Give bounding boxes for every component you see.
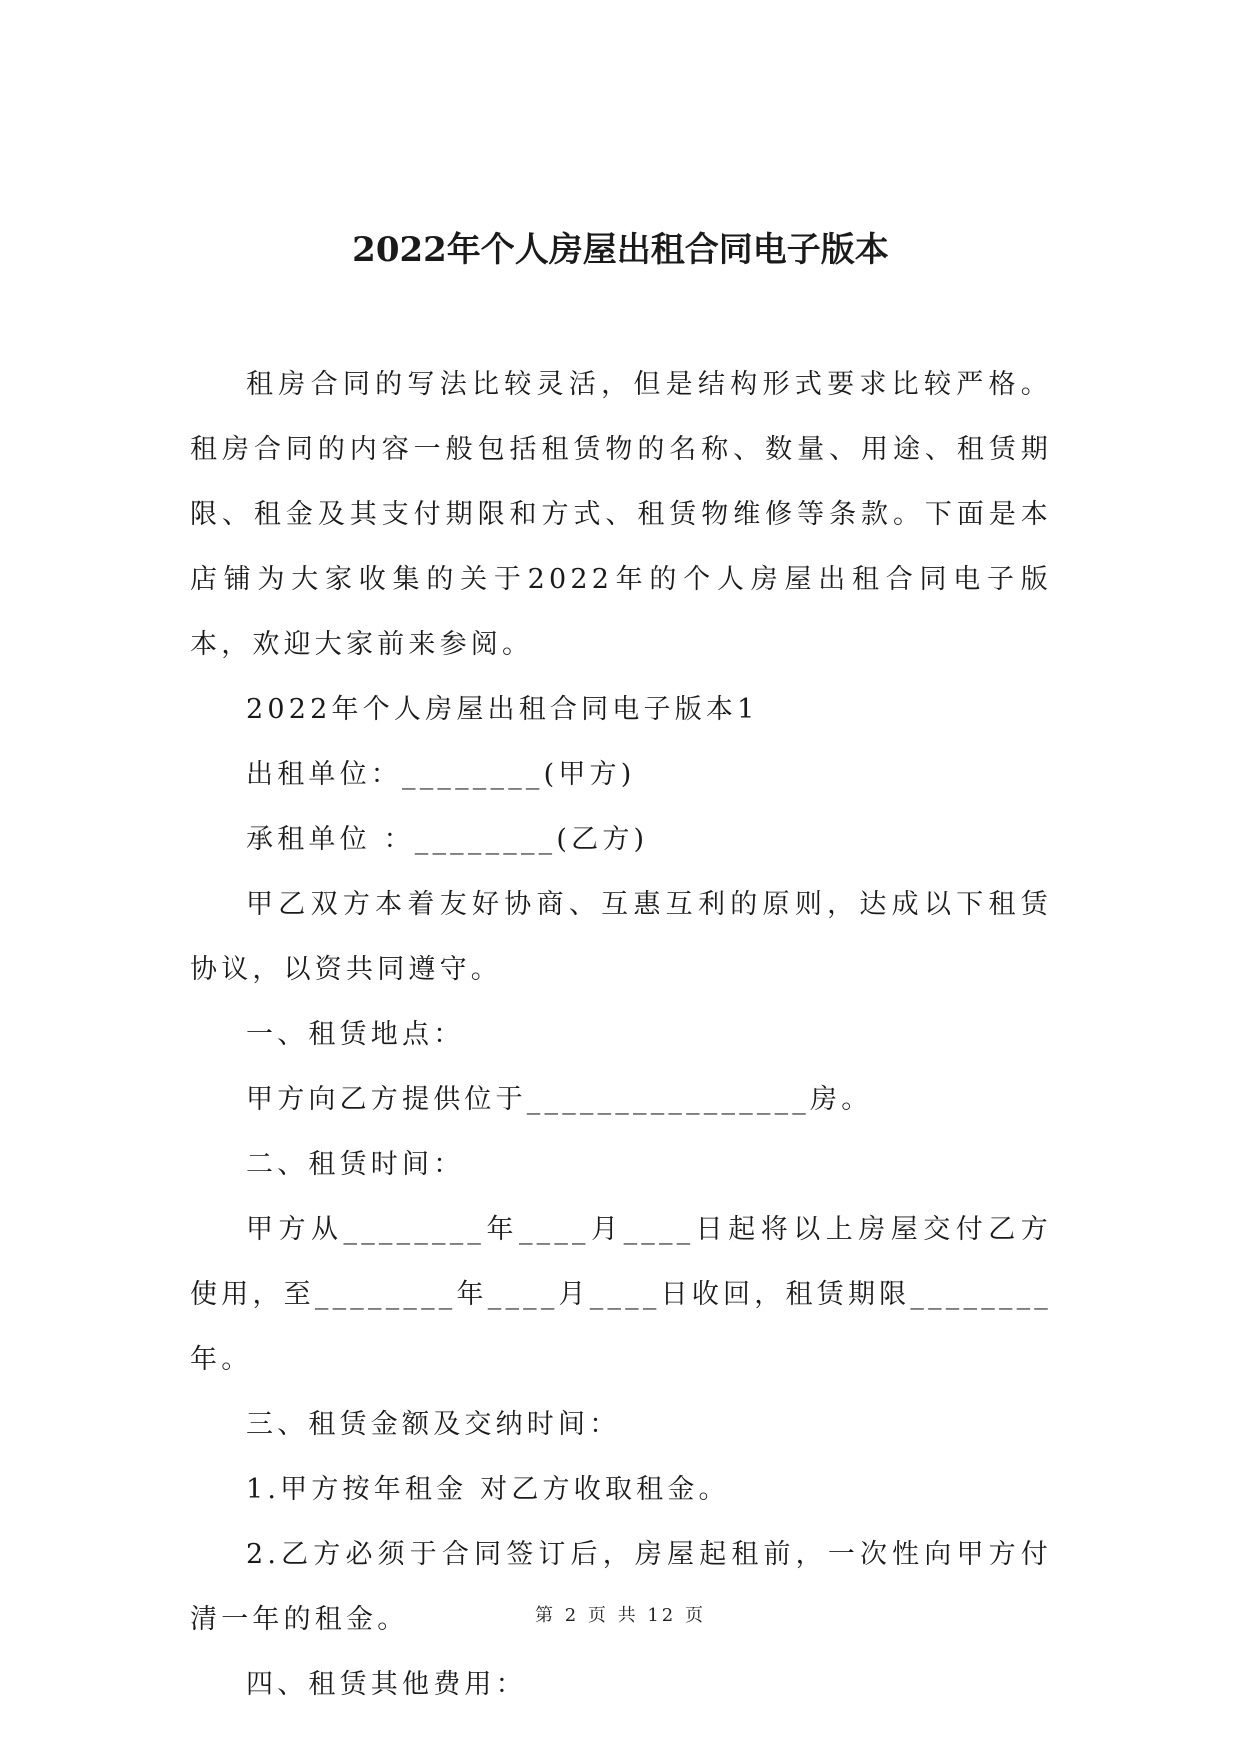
- page-number-footer: 第 2 页 共 12 页: [535, 1605, 706, 1626]
- paragraph-clause-4-heading: 四、租赁其他费用：: [246, 1669, 527, 1700]
- paragraph-clause-1-body: 甲方向乙方提供位于________________房。: [246, 1084, 873, 1115]
- paragraph-clause-3-item-1: 1.甲方按年租金 对乙方收取租金。: [246, 1474, 730, 1505]
- paragraph-clause-2-heading: 二、租赁时间：: [246, 1149, 465, 1180]
- paragraph-lessee: 承租单位 ：________(乙方): [246, 824, 649, 855]
- paragraph-agreement: 甲乙双方本着友好协商、互惠互利的原则，达成以下租赁协议，以资共同遵守。: [190, 889, 1052, 985]
- document-title: 2022年个人房屋出租合同电子版本: [352, 230, 889, 270]
- document-body: [190, 352, 1052, 1717]
- paragraph-clause-1-heading: 一、租赁地点：: [246, 1019, 465, 1050]
- paragraph-section-heading: 2022年个人房屋出租合同电子版本1: [246, 694, 759, 725]
- paragraph-lessor: 出租单位：________(甲方): [246, 759, 636, 790]
- paragraph-clause-2-body: 甲方从________年____月____日起将以上房屋交付乙方使用，至________年____月____日收回，租赁期限________年。: [190, 1214, 1052, 1375]
- paragraph-clause-3-heading: 三、租赁金额及交纳时间：: [246, 1409, 621, 1440]
- paragraph-clause-3-item-2: 2.乙方必须于合同签订后，房屋起租前，一次性向甲方付清一年的租金。: [190, 1539, 1052, 1635]
- paragraph-intro: 租房合同的写法比较灵活，但是结构形式要求比较严格。租房合同的内容一般包括租赁物的名称、数量、用途、租赁期限、租金及其支付期限和方式、租赁物维修等条款。下面是本店铺为大家收集的关于2022年的个人房屋出租合同电子版本，欢迎大家前来参阅。: [190, 369, 1052, 660]
